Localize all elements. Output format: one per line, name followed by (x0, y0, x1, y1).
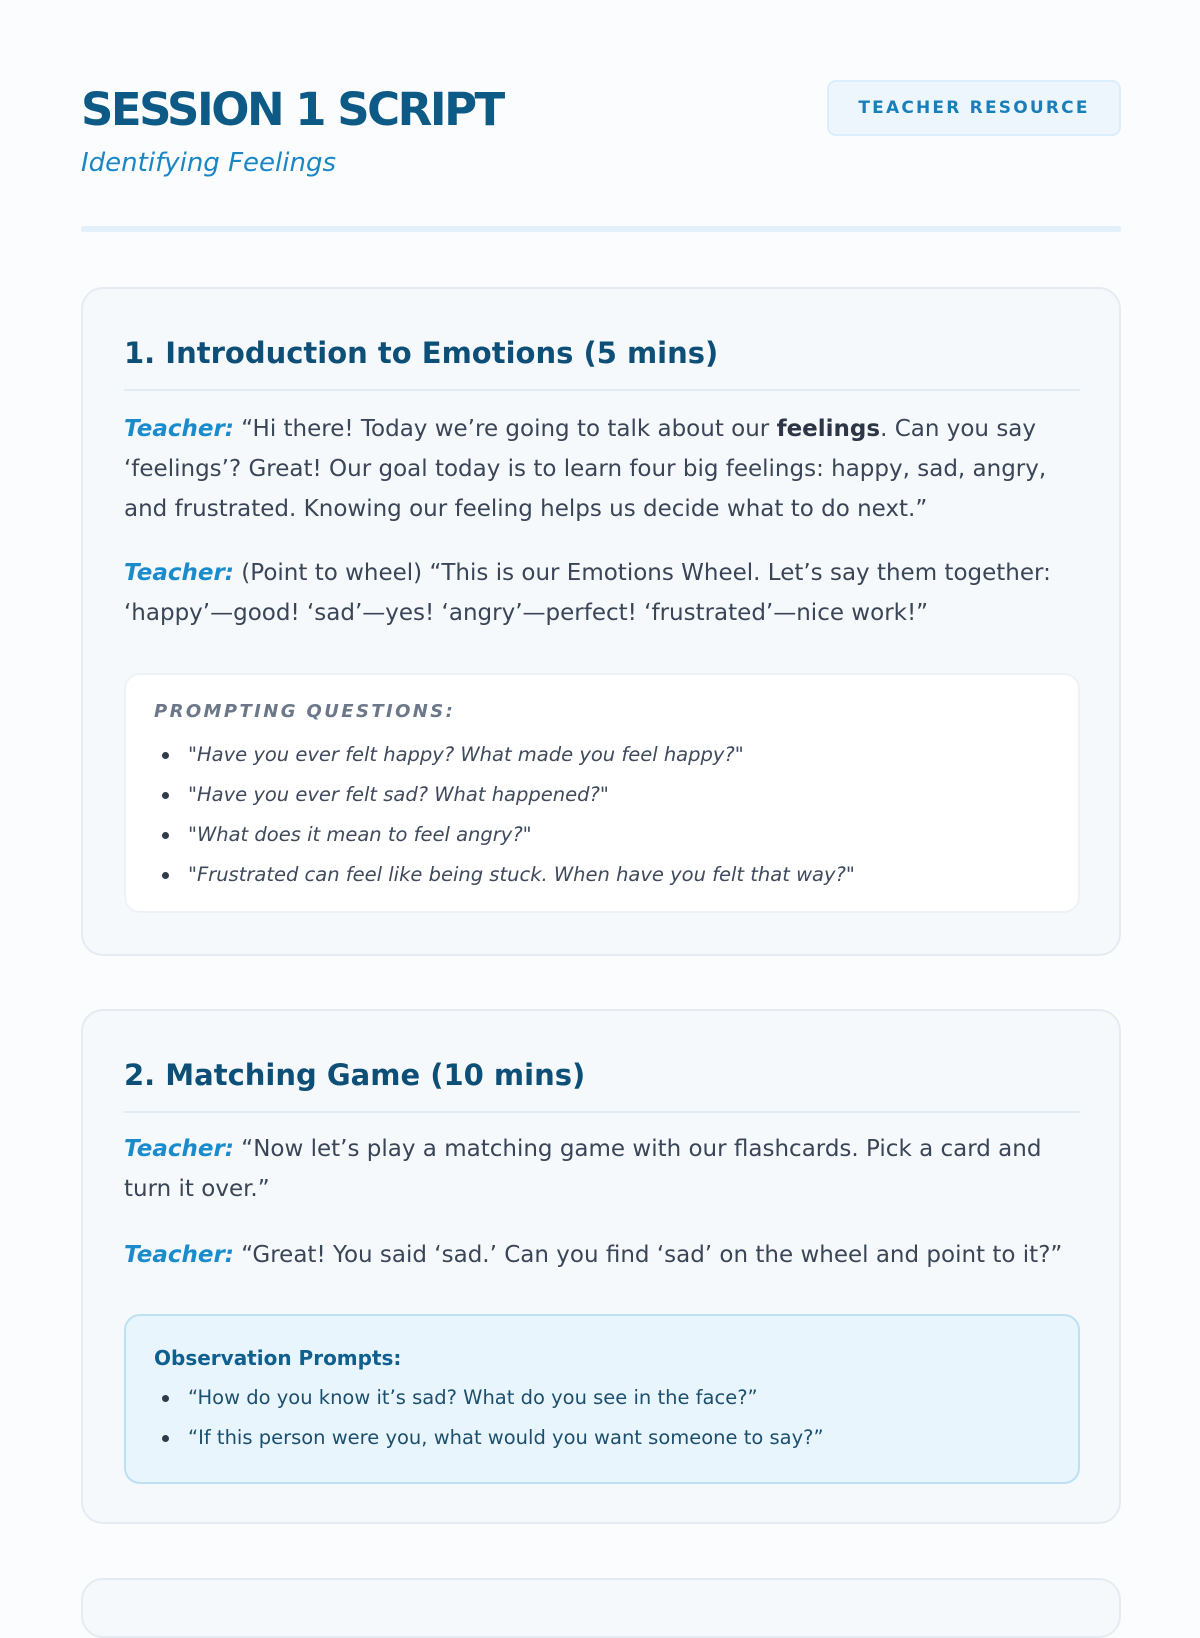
page-header (81, 0, 1121, 235)
prompting-questions-box (124, 673, 1080, 913)
script-text: . Can you say ‘feelings’? Great! Our goal today is to learn four big feelings: happy, sad, angry, and frustrated. Knowing our feeling helps us decide what to do next.” (124, 416, 1047, 522)
section-divider (124, 389, 1080, 391)
script-emphasis: feelings (776, 416, 881, 442)
section-divider (124, 1111, 1080, 1113)
section-title: 2. Matching Game (10 mins) (124, 1058, 586, 1092)
script-text: “Now let’s play a matching game with our flashcards. Pick a card and turn it over.” (124, 1136, 1042, 1202)
header-divider (81, 226, 1121, 232)
speaker-label: Teacher: (124, 1136, 234, 1162)
list-item: “If this person were you, what would you want someone to say?” (154, 1418, 824, 1458)
observation-prompts-list (154, 1378, 824, 1458)
script-text: “Great! You said ‘sad.’ Can you find ‘sad’ on the wheel and point to it?” (234, 1242, 1063, 1268)
list-item: "Have you ever felt happy? What made you feel happy?" (154, 735, 855, 775)
prompting-questions-list (154, 735, 855, 895)
section-card-matching-game (81, 1009, 1121, 1524)
prompting-questions-heading: PROMPTING QUESTIONS: (154, 701, 456, 722)
list-item: "What does it mean to feel angry?" (154, 815, 855, 855)
speaker-label: Teacher: (124, 560, 234, 586)
script-text: (Point to wheel) “This is our Emotions Wheel. Let’s say them together: ‘happy’—good! ‘sad’—yes! ‘angry’—perfect! ‘frustrated’—nice work!” (124, 560, 1051, 626)
page-title: SESSION 1 SCRIPT (81, 83, 503, 136)
script-paragraph (124, 1129, 1080, 1209)
script-paragraph (124, 553, 1080, 633)
section-title: 1. Introduction to Emotions (5 mins) (124, 336, 719, 370)
page-subtitle: Identifying Feelings (81, 148, 336, 178)
observation-prompts-heading: Observation Prompts: (154, 1346, 402, 1370)
speaker-label: Teacher: (124, 1242, 234, 1268)
speaker-label: Teacher: (124, 416, 234, 442)
script-paragraph (124, 1235, 1080, 1275)
list-item: "Frustrated can feel like being stuck. When have you felt that way?" (154, 855, 855, 895)
teacher-resource-badge: TEACHER RESOURCE (827, 80, 1121, 136)
script-text: “Hi there! Today we’re going to talk about our (234, 416, 777, 442)
list-item: "Have you ever felt sad? What happened?" (154, 775, 855, 815)
script-paragraph (124, 409, 1080, 529)
document-page (81, 0, 1121, 1449)
observation-prompts-box (124, 1314, 1080, 1484)
section-card-introduction (81, 287, 1121, 956)
list-item: “How do you know it’s sad? What do you see in the face?” (154, 1378, 824, 1418)
section-card-next (81, 1578, 1121, 1638)
